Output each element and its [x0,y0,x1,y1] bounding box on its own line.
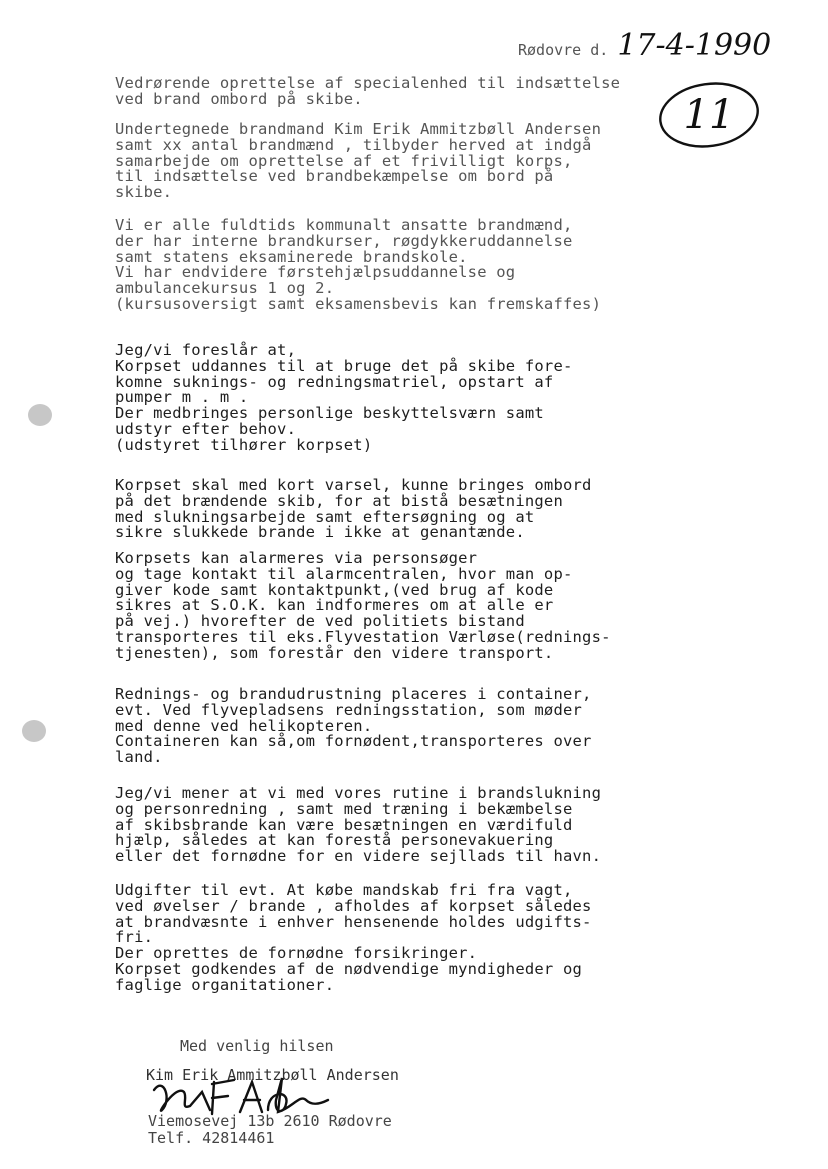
handwritten-date: 17-4-1990 [617,28,772,63]
onboard-paragraph: Korpset skal med kort varsel, kunne bringes ombord på det brændende skib, for at bistå besætningen med slukningsarbejde samt eftersøgning og at sikre slukkede brande i ikke at genantænde. [115,476,592,542]
qualifications-paragraph: Vi er alle fuldtids kommunalt ansatte brandmænd, der har interne brandkurser, røgdykkeruddannelse samt statens eksaminerede brandskole. Vi har endvidere førstehjælpsuddannelse og ambulancekursus 1 og 2. (kursusoversigt samt eksamensbevis kan fremskaffes) [115,216,602,313]
costs-paragraph: Udgifter til evt. At købe mandskab fri fra vagt, ved øvelser / brande , afholdes af korpset således at brandvæsnte i enhver hensenende holdes udgifts- fri. Der oprettes de fornødne forsikringer. Korpset godkendes af de nødvendige myndigheder og faglige organitationer. [115,881,592,994]
punch-hole-top [28,404,52,426]
sender-address [148,1113,488,1147]
date-line [518,28,771,63]
proposal-paragraph: Jeg/vi foreslår at, Korpset uddannes til at bruge det på skibe fore- komne suknings- og redningsmatriel, opstart af pumper m . m . Der medbringes personlige beskyttelsværn samt udstyr efter behov. (udstyret tilhører korpset) [115,341,573,454]
address-phone: Telf. 42814461 [148,1129,275,1147]
opinion-paragraph: Jeg/vi mener at vi med vores rutine i brandslukning og personredning , samt med træning i bekæmbelse af skibsbrande kan være besætningen en værdifuld hjælp, således at kan forestå personevakuering eller det fornødne for en videre sejllads til havn. [115,784,602,866]
subject-paragraph: Vedrørende oprettelse af specialenhed til indsættelse ved brand ombord på skibe. [115,74,621,108]
intro-paragraph: Undertegnede brandmand Kim Erik Ammitzbøll Andersen samt xx antal brandmænd , tilbyder herved at indgå samarbejde om oprettelse af et frivilligt korps, til indsættelse ved brandbekæmpelse om bord på skibe. [115,120,602,202]
equipment-paragraph: Rednings- og brandudrustning placeres i container, evt. Ved flyvepladsens redningsstation, som møder med denne ved helikopteren. Containeren kan så,om fornødent,transporteres over land. [115,685,592,767]
svg-text:11: 11 [683,92,735,138]
date-place: Rødovre d. [518,41,609,59]
signer-name: Kim Erik Ammitzbøll Andersen [146,1066,399,1084]
handwritten-signature [150,1070,330,1118]
alarm-paragraph: Korpsets kan alarmeres via personsøger og tage kontakt til alarmcentralen, hvor man op- giver kode samt kontaktpunkt,(ved brug af kode sikres at S.O.K. kan indformeres om at alle er på vej.) hvorefter de ved politiets bistand transporteres til eks.Flyvestation Værløse(rednings- tjenesten), som forestår den videre transport. [115,549,611,662]
address-street: Viemosevej 13b 2610 Rødovre [148,1112,392,1130]
punch-hole-bottom [22,720,46,742]
closing-greeting: Med venlig hilsen [180,1037,334,1055]
